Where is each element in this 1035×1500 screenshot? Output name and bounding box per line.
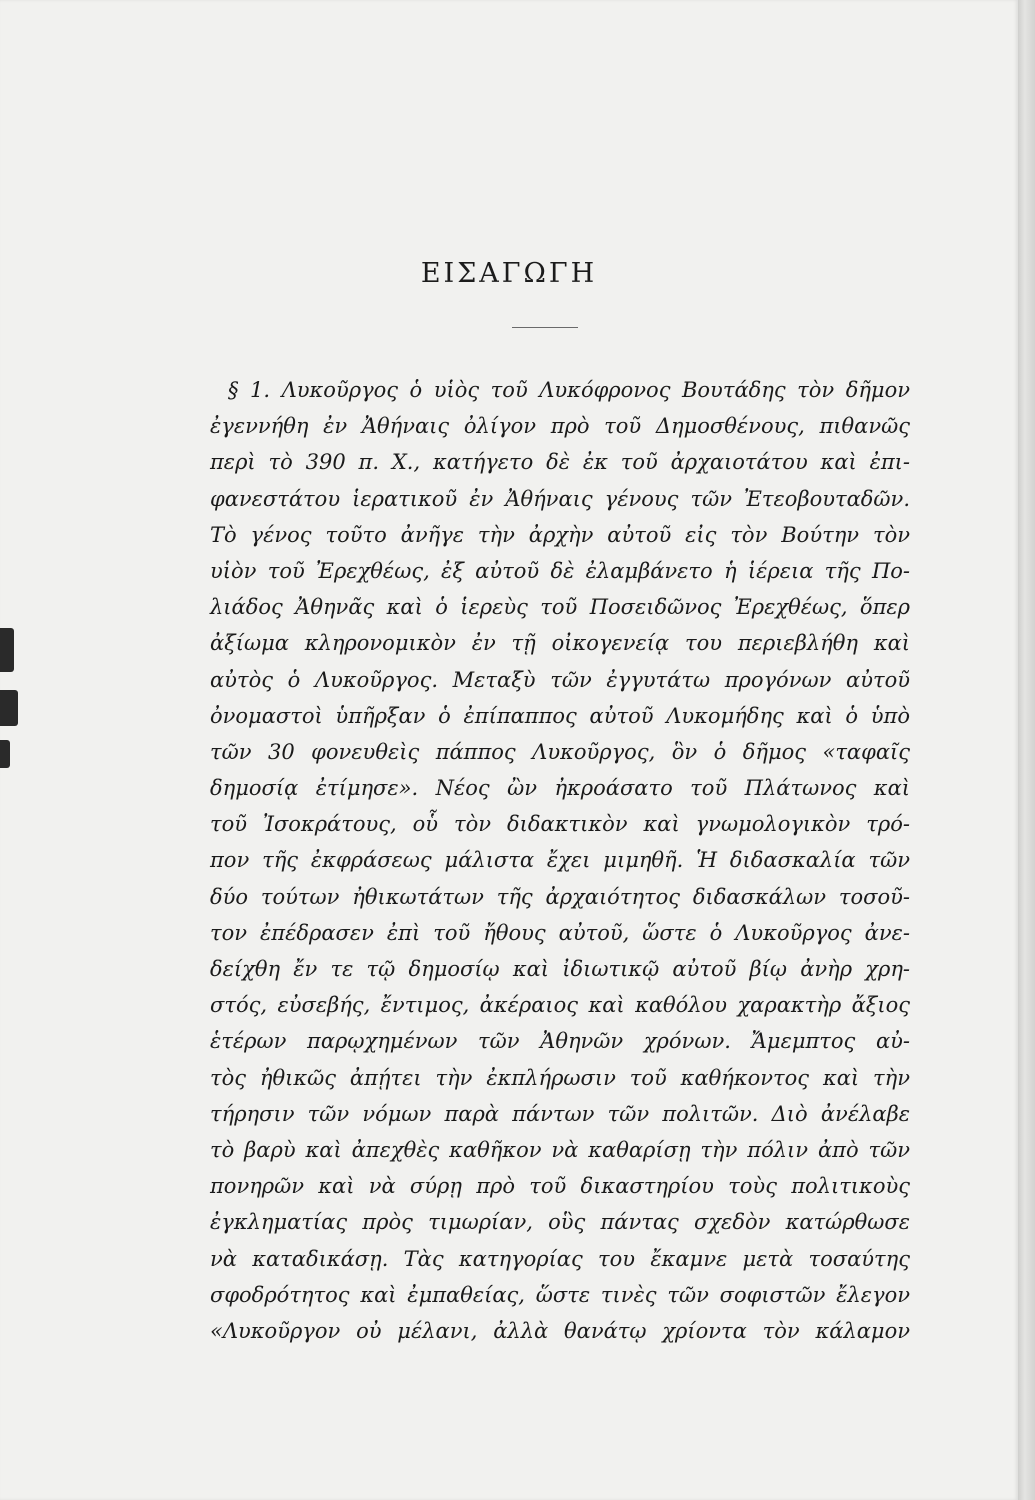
- text-line: τον ἐπέδρασεν ἐπὶ τοῦ ἤθους αὐτοῦ, ὥστε ὁ Λυκοῦργος ἀνε-: [210, 920, 910, 945]
- binding-mark: [0, 740, 10, 768]
- text-line: τῶν 30 φονευθεὶς πάππος Λυκοῦργος, ὃν ὁ δῆμος «ταφαῖς: [210, 739, 910, 764]
- text-line: τοῦ Ἰσοκράτους, οὗ τὸν διδακτικὸν καὶ γνωμολογικὸν τρό-: [210, 812, 910, 837]
- text-line: φανεστάτου ἱερατικοῦ ἐν Ἀθήναις γένους τῶν Ἐτεοβουταδῶν.: [210, 486, 910, 511]
- text-line: αὐτὸς ὁ Λυκοῦργος. Μεταξὺ τῶν ἐγγυτάτω προγόνων αὐτοῦ: [210, 667, 910, 692]
- text-line: περὶ τὸ 390 π. Χ., κατήγετο δὲ ἐκ τοῦ ἀρχαιοτάτου καὶ ἐπι-: [210, 450, 910, 475]
- page-title: ΕΙΣΑΓΩΓΗ: [420, 258, 598, 289]
- title-divider: [512, 327, 578, 328]
- text-line: νὰ καταδικάσῃ. Τὰς κατηγορίας του ἔκαμνε μετὰ τοσαύτης: [210, 1246, 910, 1271]
- body-text: [210, 372, 910, 1349]
- binding-mark: [0, 628, 14, 672]
- text-line: Τὸ γένος τοῦτο ἀνῆγε τὴν ἀρχὴν αὐτοῦ εἰς τὸν Βούτην τὸν: [210, 522, 910, 547]
- binding-mark: [0, 690, 18, 726]
- text-line: πονηρῶν καὶ νὰ σύρῃ πρὸ τοῦ δικαστηρίου τοὺς πολιτικοὺς: [210, 1174, 910, 1199]
- text-line: ἑτέρων παρῳχημένων τῶν Ἀθηνῶν χρόνων. Ἄμεμπτος αὐ-: [210, 1029, 910, 1054]
- text-line: τὸ βαρὺ καὶ ἀπεχθὲς καθῆκον νὰ καθαρίσῃ τὴν πόλιν ἀπὸ τῶν: [210, 1137, 910, 1162]
- text-line: ἐγκληματίας πρὸς τιμωρίαν, οὓς πάντας σχεδὸν κατώρθωσε: [210, 1210, 910, 1235]
- text-line: δημοσίᾳ ἐτίμησε». Νέος ὢν ἠκροάσατο τοῦ Πλάτωνος καὶ: [210, 776, 910, 801]
- text-line: δείχθη ἔν τε τῷ δημοσίῳ καὶ ἰδιωτικῷ αὐτοῦ βίῳ ἀνὴρ χρη-: [210, 957, 910, 981]
- text-line: § 1. Λυκοῦργος ὁ υἱὸς τοῦ Λυκόφρονος Βουτάδης τὸν δῆμον: [228, 378, 910, 402]
- text-line: ὀνομαστοὶ ὑπῆρξαν ὁ ἐπίπαππος αὐτοῦ Λυκομήδης καὶ ὁ ὑπὸ: [210, 703, 910, 728]
- page-edge: [1018, 0, 1035, 1500]
- text-line: «Λυκοῦργον οὐ μέλανι, ἀλλὰ θανάτῳ χρίοντα τὸν κάλαμον: [210, 1318, 910, 1343]
- text-line: ἐγεννήθη ἐν Ἀθήναις ὀλίγον πρὸ τοῦ Δημοσθένους, πιθανῶς: [210, 414, 910, 439]
- text-line: τήρησιν τῶν νόμων παρὰ πάντων τῶν πολιτῶν. Διὸ ἀνέλαβε: [210, 1101, 910, 1126]
- text-line: λιάδος Ἀθηνᾶς καὶ ὁ ἱερεὺς τοῦ Ποσειδῶνος Ἐρεχθέως, ὅπερ: [210, 595, 910, 620]
- text-line: ἀξίωμα κληρονομικὸν ἐν τῇ οἰκογενείᾳ του περιεβλήθη καὶ: [210, 631, 910, 656]
- text-line: σφοδρότητος καὶ ἐμπαθείας, ὥστε τινὲς τῶν σοφιστῶν ἔλεγον: [210, 1282, 910, 1307]
- text-line: δύο τούτων ἠθικωτάτων τῆς ἀρχαιότητος διδασκάλων τοσοῦ-: [210, 884, 910, 909]
- text-line: πον τῆς ἐκφράσεως μάλιστα ἔχει μιμηθῆ. Ἡ διδασκαλία τῶν: [210, 848, 910, 873]
- text-line: υἱὸν τοῦ Ἐρεχθέως, ἐξ αὐτοῦ δὲ ἐλαμβάνετο ἡ ἱέρεια τῆς Πο-: [210, 558, 910, 583]
- text-line: στός, εὐσεβής, ἔντιμος, ἀκέραιος καὶ καθόλου χαρακτὴρ ἄξιος: [210, 993, 910, 1018]
- text-line: τὸς ἠθικῶς ἀπῄτει τὴν ἐκπλήρωσιν τοῦ καθήκοντος καὶ τὴν: [210, 1065, 910, 1090]
